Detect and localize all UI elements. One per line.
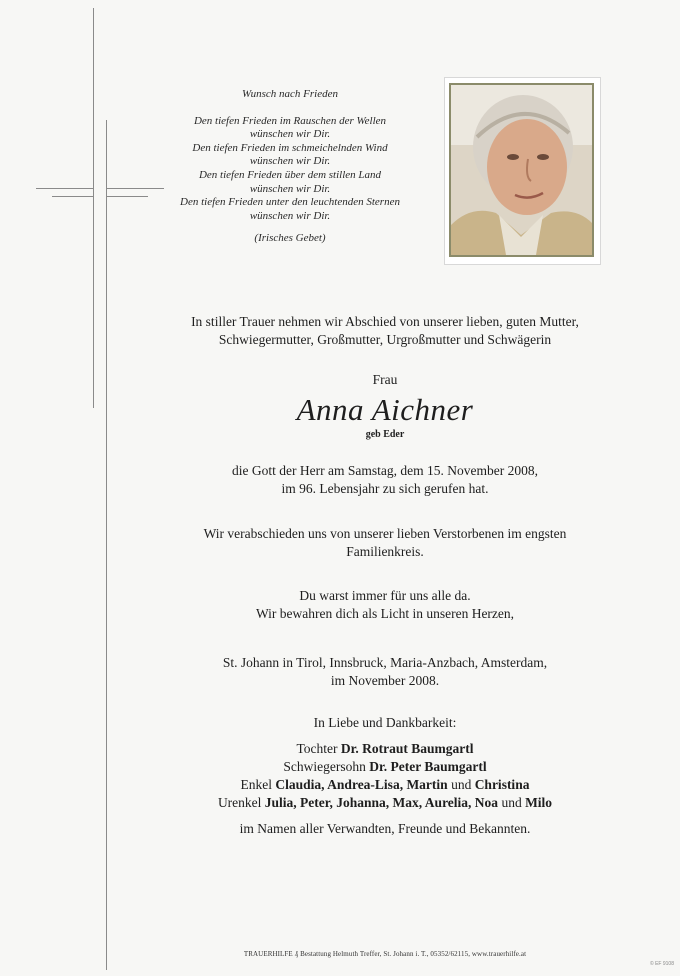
poem-line: wünschen wir Dir.: [249, 128, 331, 141]
poem-line: wünschen wir Dir.: [249, 182, 331, 195]
mourner-label: Tochter: [296, 741, 338, 756]
closing-text: im Namen aller Verwandten, Freunde und Bekannten.: [239, 821, 531, 836]
mourner-name: Dr. Rotraut Baumgartl: [340, 741, 474, 756]
funeral-home-footer: TRAUERHILFE ₰ Bestattung Helmuth Treffer, St. Johann i. T., 05352/62115, www.trauerhilfe.at: [243, 950, 527, 958]
portrait-photo-frame: [444, 77, 601, 265]
deceased-birth-name: geb Eder: [365, 429, 405, 440]
poem-line: Den tiefen Frieden im schmeichelnden Wind: [192, 141, 388, 154]
poem-line: Den tiefen Frieden unter den leuchtenden Sternen: [180, 196, 400, 209]
print-code: © EF 9108: [650, 961, 674, 967]
mourner-label: Enkel: [240, 777, 273, 792]
deceased-name: Anna Aichner: [296, 392, 474, 427]
intro-text: [160, 313, 610, 349]
places-line: im November 2008.: [330, 673, 440, 688]
poem-title: Wunsch nach Frieden: [242, 88, 338, 100]
places-line: St. Johann in Tirol, Innsbruck, Maria-Anzbach, Amsterdam,: [222, 655, 548, 670]
mourner-and: und: [501, 795, 522, 810]
death-notice-line: im 96. Lebensjahr zu sich gerufen hat.: [281, 481, 489, 496]
quote-line: Wir bewahren dich als Licht in unseren Herzen,: [255, 606, 515, 621]
mourner-name: Christina: [474, 777, 530, 792]
memorial-quote: [160, 587, 610, 623]
farewell-line: Wir verabschieden uns von unserer lieben Verstorbenen im engsten: [203, 526, 567, 541]
quote-line: Du warst immer für uns alle da.: [299, 588, 471, 603]
places-and-date: [160, 654, 610, 690]
intro-line: Schwiegermutter, Großmutter, Urgroßmutter und Schwägerin: [218, 332, 552, 347]
mourners-heading: In Liebe und Dankbarkeit:: [313, 715, 457, 730]
mourner-name: Dr. Peter Baumgartl: [369, 759, 487, 774]
cross-vertical-line-left: [93, 8, 94, 408]
farewell-line: Familienkreis.: [346, 544, 424, 559]
poem-line: Den tiefen Frieden im Rauschen der Wellen: [193, 114, 387, 127]
poem-source: (Irisches Gebet): [254, 232, 326, 245]
mourner-name: Claudia, Andrea-Lisa, Martin: [275, 777, 448, 792]
deceased-salutation: Frau: [372, 372, 398, 387]
mourner-label: Urenkel: [217, 795, 262, 810]
death-notice-line: die Gott der Herr am Samstag, dem 15. November 2008,: [232, 463, 538, 478]
mourners-list: [160, 740, 610, 812]
mourner-soninlaw: [160, 758, 610, 776]
poem: [160, 88, 420, 246]
mourner-grandchildren: [160, 776, 610, 794]
mourner-name: Milo: [525, 795, 553, 810]
death-notice: [160, 462, 610, 498]
farewell-text: [160, 525, 610, 561]
intro-line: In stiller Trauer nehmen wir Abschied von unserer lieben, guten Mutter,: [191, 314, 579, 329]
mourner-name: Julia, Peter, Johanna, Max, Aurelia, Noa: [264, 795, 499, 810]
cross-horizontal-line-right-lower: [106, 196, 148, 197]
mourner-and: und: [451, 777, 472, 792]
portrait-photo: [449, 83, 594, 257]
cross-vertical-line-right: [106, 120, 107, 970]
cross-horizontal-line-left: [36, 188, 94, 189]
poem-line: wünschen wir Dir.: [249, 209, 331, 222]
mourner-greatgrandchildren: [160, 794, 610, 812]
mourner-daughter: [160, 740, 610, 758]
poem-line: Den tiefen Frieden über dem stillen Land: [198, 168, 382, 181]
mourner-label: Schwiegersohn: [283, 759, 366, 774]
cross-horizontal-line-right: [106, 188, 164, 189]
cross-horizontal-line-left-lower: [52, 196, 94, 197]
poem-line: wünschen wir Dir.: [249, 155, 331, 168]
